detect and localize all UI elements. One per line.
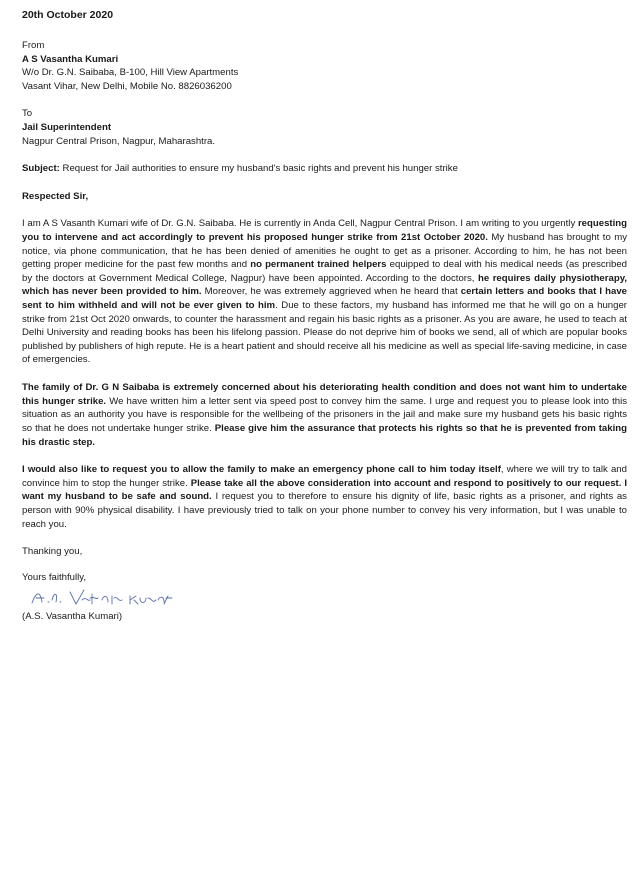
bold-text: I would also like to request you to allow the family to make an emergency phone call to him today itself bbox=[22, 464, 501, 476]
to-block bbox=[22, 107, 627, 148]
body-text: My husband has brought to my notice, via phone communication, that he has been denied of amenities he ought to get as a prisoner. According to him, he has not been getting proper medicine for the past few months and bbox=[22, 232, 628, 271]
signature-icon bbox=[30, 586, 190, 610]
closing-thanks: Thanking you, bbox=[22, 546, 83, 558]
body-text: We have written him a letter sent via speed post to convey him the same. I urge and request you to please look into this situation as an authority you have is responsible for the wellbeing of the prisoners in the jail and make sure my husband gets his basic rights so that he does not undertake hunger strike. bbox=[22, 395, 627, 434]
body-text: Moreover, he was extremely aggrieved when he heard that bbox=[201, 286, 461, 298]
sender-address-line1: W/o Dr. G.N. Saibaba, B-100, Hill View Apartments bbox=[22, 67, 239, 79]
bold-text: Please give him the assurance that protects his rights so that he is prevented from taking his drastic step. bbox=[22, 422, 627, 448]
recipient-title: Jail Superintendent bbox=[22, 121, 112, 133]
subject-line bbox=[22, 162, 627, 176]
recipient-address: Nagpur Central Prison, Nagpur, Maharashtra. bbox=[22, 135, 216, 147]
body-paragraph bbox=[22, 381, 627, 449]
sender-address-line2: Vasant Vihar, New Delhi, Mobile No. 8826036200 bbox=[22, 80, 232, 92]
bold-text: no permanent trained helpers bbox=[250, 259, 387, 271]
body-text: . Due to these factors, my husband has informed me that he will go on a hunger strike from 21st Oct 2020 onwards, to counter the harassment and regain his basic rights as a prisoner. As you are aware, he used to teach at Delhi University and reading books has been his lifelong passion. Please do not deprive him of books we send, all of which are popular books published by publishers of high repute. He is a heart patient and should receive all his medicine as well as special life-saving medicine, in case of emergencies. bbox=[22, 300, 627, 366]
subject-label: Subject: bbox=[22, 163, 60, 175]
bold-text: requesting you to intervene and act accordingly to prevent his proposed hunger strike from 21st October 2020. bbox=[22, 218, 627, 243]
letter-date: 20th October 2020 bbox=[22, 9, 114, 21]
body-paragraph bbox=[22, 463, 627, 531]
bold-text: The family of Dr. G N Saibaba is extremely concerned about his deteriorating health condition and does not want him to undertake this hunger strike. bbox=[22, 382, 627, 407]
body-text: I request you to therefore to ensure his dignity of life, basic rights as a prisoner, and rights as person with 90% physical disability. I have previously tried to talk on your phone number to convey his very information, but I was unable to reach you. bbox=[22, 491, 627, 530]
closing-yours: Yours faithfully, bbox=[22, 571, 86, 583]
sender-name: A S Vasantha Kumari bbox=[22, 53, 119, 65]
signed-name: (A.S. Vasantha Kumari) bbox=[22, 611, 123, 623]
bold-text: he requires daily physiotherapy, which has never been provided to him. bbox=[22, 272, 627, 298]
salutation: Respected Sir, bbox=[22, 190, 89, 202]
body-text: , where we will try to talk and convince him to stop the hunger strike. bbox=[22, 464, 627, 489]
bold-text: certain letters and books that I have sent to him withheld and will not be ever given to him bbox=[22, 286, 627, 312]
bold-text: Please take all the above consideration into account and respond to positively to our request. I want my husband to be safe and sound. bbox=[22, 477, 627, 503]
body-text: equipped to deal with his medical needs (as prescribed by the doctors at Government Medical College, Nagpur) have been appointed. According to the doctors, bbox=[22, 259, 627, 284]
body-paragraph bbox=[22, 217, 627, 367]
letter-body bbox=[22, 217, 627, 531]
to-label: To bbox=[22, 108, 33, 120]
body-text: I am A S Vasanth Kumari wife of Dr. G.N. Saibaba. He is currently in Anda Cell, Nagpur Central Prison. I am writing to you urgently bbox=[22, 218, 578, 230]
from-label: From bbox=[22, 39, 45, 51]
subject-text: Request for Jail authorities to ensure my husband's basic rights and prevent his hunger strike bbox=[59, 163, 458, 175]
from-block bbox=[22, 39, 627, 93]
signature bbox=[22, 584, 627, 610]
